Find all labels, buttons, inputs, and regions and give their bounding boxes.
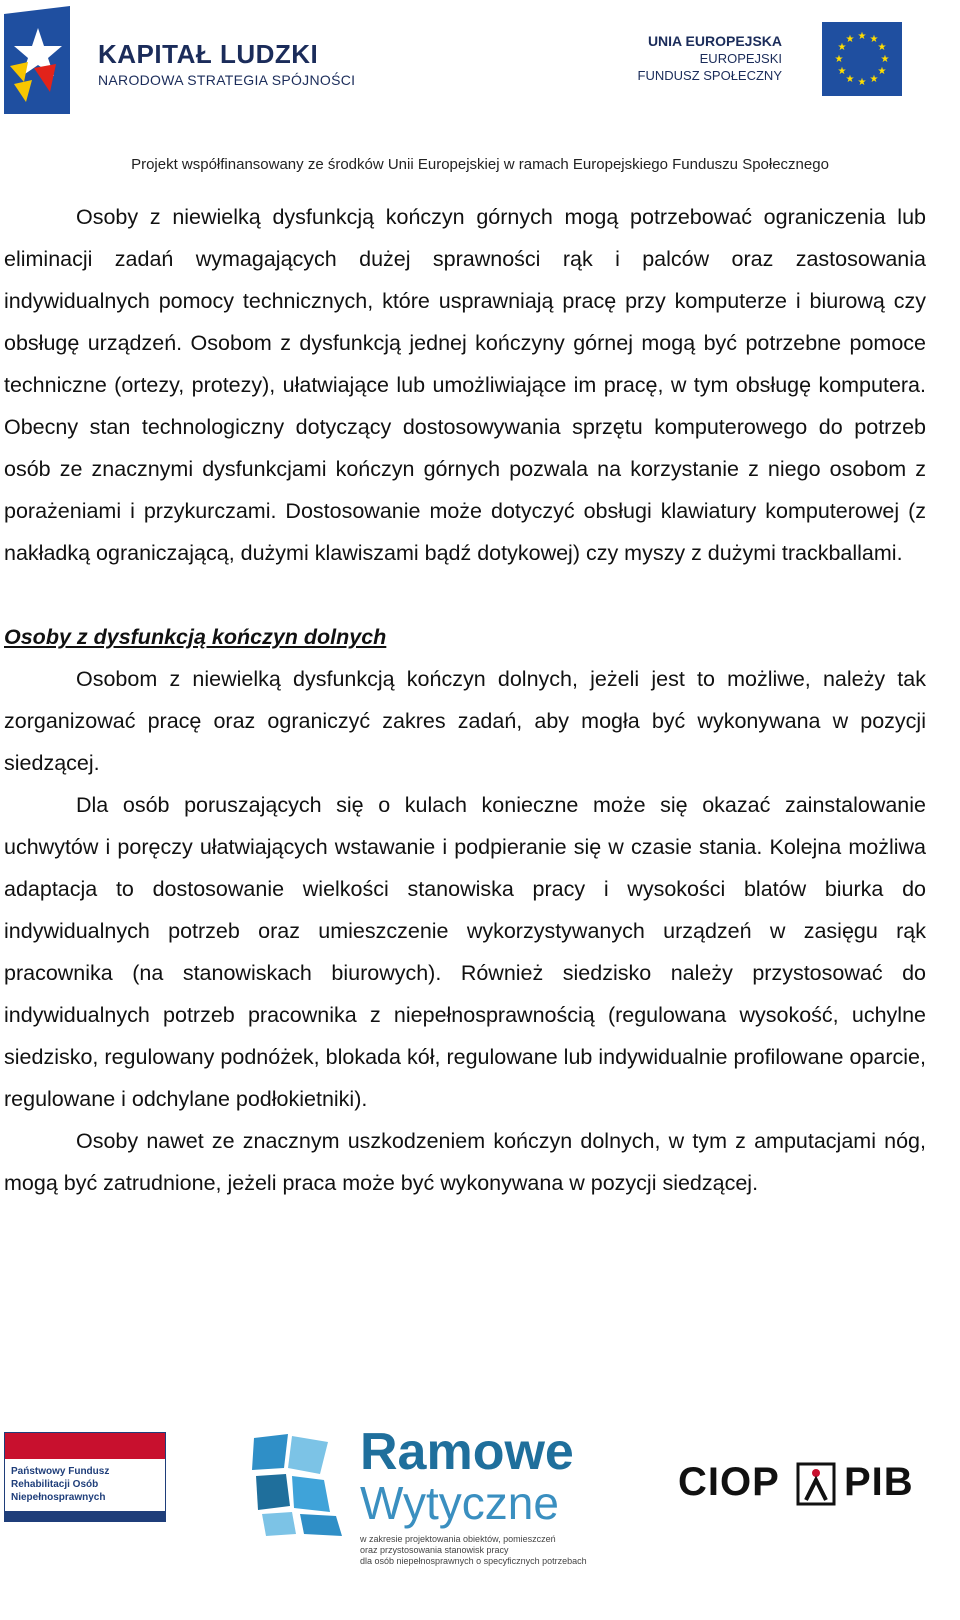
- svg-text:★: ★: [869, 74, 879, 85]
- svg-text:★: ★: [877, 42, 887, 53]
- svg-text:★: ★: [845, 74, 855, 85]
- svg-text:★: ★: [877, 66, 887, 77]
- svg-text:★: ★: [845, 34, 855, 45]
- paragraph-lower-limbs-3: Osoby nawet ze znacznym uszkodzeniem kończyn dolnych, w tym z amputacjami nóg, mogą być zatrudnione, jeżeli praca może być wykonywana w pozycji siedzącej.: [4, 1129, 926, 1195]
- svg-text:★: ★: [880, 54, 890, 65]
- svg-text:★: ★: [869, 34, 879, 45]
- svg-text:★: ★: [837, 66, 847, 77]
- svg-text:★: ★: [857, 31, 867, 42]
- kapital-ludzki-logo: [98, 40, 355, 88]
- paragraph-upper-limbs: Osoby z niewielką dysfunkcją kończyn górnych mogą potrzebować ograniczenia lub eliminacji zadań wymagających dużej sprawności rąk i palców oraz zastosowania indywidualnych pomocy technicznych, które usprawniają pracę przy komputerze i biurową czy obsługę urządzeń. Osobom z dysfunkcją jednej kończyny górnej mogą być potrzebne pomoce techniczne (ortezy, protezy), ułatwiające lub umożliwiające im pracę, w tym obsługę komputera. Obecny stan technologiczny dotyczący dostosowywania sprzętu komputerowego do potrzeb osób ze znacznymi dysfunkcjami kończyn górnych pozwala na korzystanie z niego osobom z porażeniami i przykurczami. Dostosowanie może dotyczyć obsługi klawiatury komputerowej (z nakładką ograniczającą, dużymi klawiszami bądź dotykowej) czy myszy z dużymi trackballami.: [4, 205, 926, 565]
- paragraph-lower-limbs-1: Osobom z niewielką dysfunkcją kończyn dolnych, jeżeli jest to możliwe, należy tak zorganizować pracę oraz ograniczyć zakres zadań, aby mogła być wykonywana w pozycji siedzącej.: [4, 667, 926, 775]
- pfron-line-1: Państwowy Fundusz: [11, 1466, 110, 1477]
- page-footer: [0, 1420, 960, 1620]
- ciop-figure-icon: [796, 1462, 836, 1506]
- pib-text: PIB: [844, 1460, 914, 1504]
- ramowe-caption-line-3: dla osób niepełnosprawnych o specyficznych potrzebach: [360, 1556, 587, 1566]
- kapital-ludzki-title: KAPITAŁ LUDZKI: [98, 39, 319, 69]
- svg-text:★: ★: [857, 77, 867, 88]
- ciop-text: CIOP: [678, 1460, 780, 1504]
- ciop-pib-logo: [678, 1454, 928, 1514]
- ramowe-caption-line-2: oraz przystosowania stanowisk pracy: [360, 1545, 509, 1555]
- eu-line-3: FUNDUSZ SPOŁECZNY: [637, 68, 782, 83]
- document-body: [4, 196, 926, 1204]
- eu-flag-icon: [822, 22, 902, 96]
- ramowe-caption-line-1: w zakresie projektowania obiektów, pomieszczeń: [360, 1534, 556, 1544]
- svg-text:★: ★: [837, 42, 847, 53]
- ramowe-title: Ramowe: [360, 1423, 574, 1481]
- ramowe-subtitle: Wytyczne: [360, 1477, 559, 1529]
- eu-logo-text: [638, 32, 782, 84]
- paragraph-lower-limbs-2: Dla osób poruszających się o kulach konieczne może się okazać zainstalowanie uchwytów i poręczy ułatwiających wstawanie i podpieranie się w czasie stania. Kolejna możliwa adaptacja to dostosowanie wielkości stanowiska pracy i wysokości blatów biurka do indywidualnych potrzeb oraz umieszczenie wykorzystywanych urządzeń w zasięgu rąk pracownika (na stanowiskach biurowych). Również siedzisko należy przystosować do indywidualnych potrzeb pracownika z niepełnosprawnością (regulowana wysokość, uchylne siedzisko, regulowany podnóżek, blokada kół, regulowane lub indywidualnie profilowane oparcie, regulowane i odchylane podłokietniki).: [4, 793, 926, 1111]
- svg-text:★: ★: [834, 54, 844, 65]
- project-cofinancing-note: Projekt współfinansowany ze środków Unii Europejskiej w ramach Europejskiego Funduszu Społecznego: [131, 156, 829, 173]
- section-heading-lower-limbs: Osoby z dysfunkcją kończyn dolnych: [4, 625, 387, 649]
- pfron-line-2: Rehabilitacji Osób: [11, 1479, 99, 1490]
- eu-line-1: UNIA EUROPEJSKA: [647, 33, 782, 49]
- page-header: [0, 0, 960, 180]
- ramowe-mosaic-icon: [248, 1428, 352, 1538]
- pfron-line-3: Niepełnosprawnych: [11, 1492, 106, 1503]
- eu-line-2: EUROPEJSKI: [699, 51, 782, 66]
- kapital-ludzki-subtitle: NARODOWA STRATEGIA SPÓJNOŚCI: [98, 72, 356, 88]
- ramowe-wytyczne-logo: [248, 1424, 608, 1574]
- kapital-ludzki-star-icon: [4, 6, 70, 114]
- ramowe-caption: [360, 1534, 587, 1567]
- pfron-logo: [4, 1432, 166, 1522]
